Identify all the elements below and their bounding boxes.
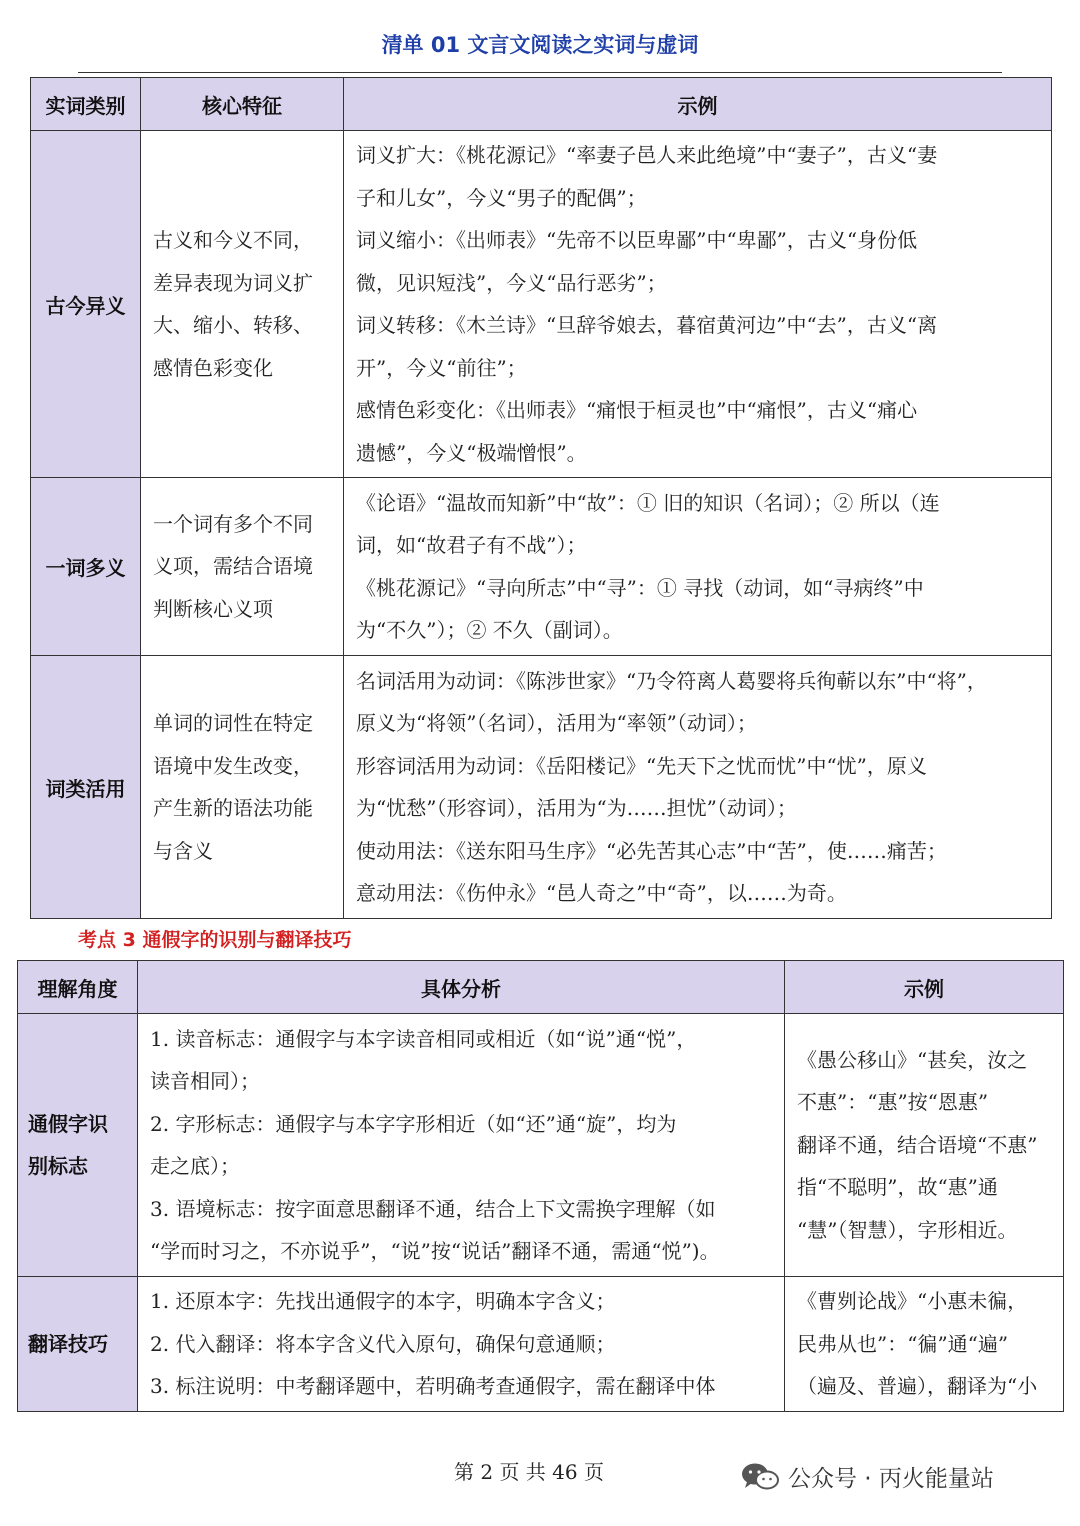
table-row [18,1277,1064,1412]
table-header-row [18,961,1064,1014]
table-row [31,656,1052,919]
row-category: 通假字识 别标志 [18,1014,138,1277]
row-feature: 单词的词性在特定 语境中发生改变， 产生新的语法功能 与含义 [141,656,344,919]
table-row [18,1014,1064,1277]
title-divider [78,72,1002,73]
row-analysis: 1. 读音标志：通假字与本字读音相同或相近（如“说”通“悦”， 读音相同）； 2. 字形标志：通假字与本字字形相近（如“还”通“旋”，均为 走之底）； 3. 语境标志：按字面意思翻译不通，结合上下文需换字理解（如 “学而时习之，不亦说乎”，“说”按“说话”翻译不通，需通“悦”)。 [138,1014,785,1277]
column-header-analysis: 具体分析 [138,961,785,1014]
row-feature: 一个词有多个不同 义项，需结合语境 判断核心义项 [141,478,344,656]
table-row [31,131,1052,478]
row-category: 翻译技巧 [18,1277,138,1412]
row-feature: 古义和今义不同， 差异表现为词义扩 大、缩小、转移、 感情色彩变化 [141,131,344,478]
row-analysis: 1. 还原本字：先找出通假字的本字，明确本字含义； 2. 代入翻译：将本字含义代入原句，确保句意通顺； 3. 标注说明：中考翻译题中，若明确考查通假字，需在翻译中体 [138,1277,785,1412]
column-header-example: 示例 [785,961,1064,1014]
table-header-row [31,78,1052,131]
wechat-icon [740,1461,780,1493]
row-category: 古今异义 [31,131,141,478]
row-example: 《愚公移山》“甚矣，汝之 不惠”：“惠”按“恩惠” 翻译不通，结合语境“不惠” 指“不聪明”，故“惠”通 “慧”（智慧），字形相近。 [785,1014,1064,1277]
column-header-angle: 理解角度 [18,961,138,1014]
row-category: 一词多义 [31,478,141,656]
row-category: 词类活用 [31,656,141,919]
row-example: 词义扩大：《桃花源记》“率妻子邑人来此绝境”中“妻子”，古义“妻 子和儿女”，今义“男子的配偶”； 词义缩小：《出师表》“先帝不以臣卑鄙”中“卑鄙”，古义“身份低 微，见识短浅”，今义“品行恶劣”； 词义转移：《木兰诗》“旦辞爷娘去，暮宿黄河边”中“去”，古义“离 开”，今义“前往”； 感情色彩变化：《出师表》“痛恨于桓灵也”中“痛恨”，古义“痛心 遗憾”，今义“极端憎恨”。 [344,131,1052,478]
notional-words-table [30,77,1052,919]
watermark [740,1460,994,1493]
page-number: 第 2 页 共 46 页 [454,1460,604,1484]
table-row [31,478,1052,656]
row-example: 名词活用为动词：《陈涉世家》“乃令符离人葛婴将兵徇蕲以东”中“将”， 原义为“将领”（名词），活用为“率领”（动词）； 形容词活用为动词：《岳阳楼记》“先天下之忧而忧”中“忧”，原义 为“忧愁”（形容词），活用为“为……担忧”（动词）； 使动用法：《送东阳马生序》“必先苦其心志”中“苦”，使……痛苦； 意动用法：《伤仲永》“邑人奇之”中“奇”，以……为奇。 [344,656,1052,919]
page-title: 清单 01 文言文阅读之实词与虚词 [381,33,699,57]
loan-characters-table [17,960,1064,1412]
column-header-feature: 核心特征 [141,78,344,131]
section-heading: 考点 3 通假字的识别与翻译技巧 [78,929,352,951]
column-header-example: 示例 [344,78,1052,131]
watermark-text: 公众号 · 丙火能量站 [788,1466,994,1492]
column-header-category: 实词类别 [31,78,141,131]
row-example: 《论语》“温故而知新”中“故”：① 旧的知识（名词）；② 所以（连 词，如“故君子有不战”）； 《桃花源记》“寻向所志”中“寻”：① 寻找（动词，如“寻病终”中 为“不久”）；② 不久（副词）。 [344,478,1052,656]
row-example: 《曹刿论战》“小惠未徧， 民弗从也”：“徧”通“遍” （遍及、普遍），翻译为“小 [785,1277,1064,1412]
